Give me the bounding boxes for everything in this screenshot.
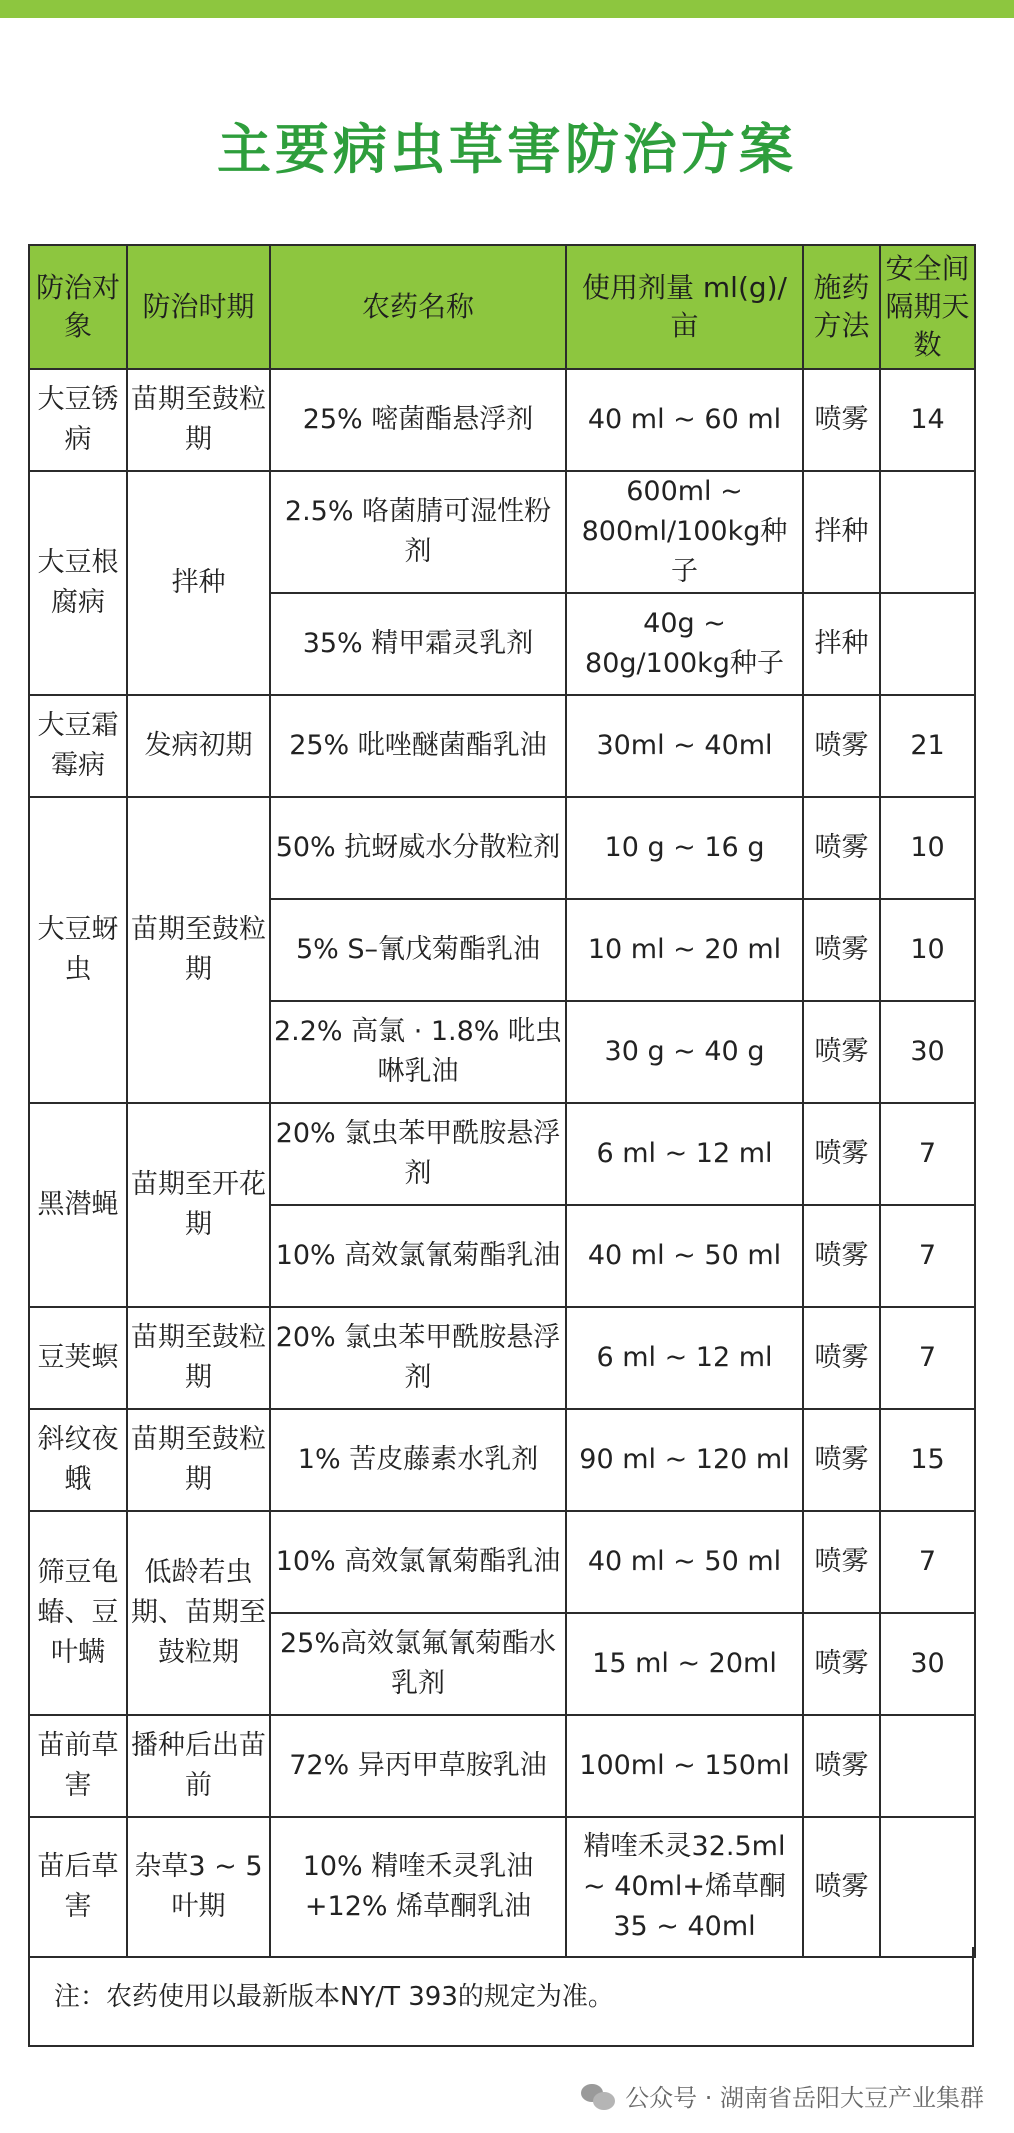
cell-target: 大豆霜霉病: [29, 695, 127, 797]
header-interval: 安全间隔期天数: [880, 245, 975, 369]
cell-method: 喷雾: [803, 1511, 880, 1613]
footer-watermark: [581, 2078, 984, 2113]
cell-period: 苗期至鼓粒期: [127, 369, 270, 471]
cell-interval: 15: [880, 1409, 975, 1511]
cell-method: 喷雾: [803, 1817, 880, 1957]
cell-target: 斜纹夜蛾: [29, 1409, 127, 1511]
cell-method: 喷雾: [803, 1001, 880, 1103]
cell-interval: 30: [880, 1001, 975, 1103]
cell-interval: [880, 471, 975, 593]
cell-period: 苗期至鼓粒期: [127, 1409, 270, 1511]
cell-dose: 15 ml ~ 20ml: [566, 1613, 803, 1715]
table-row: [29, 1307, 975, 1409]
wechat-icon: [581, 2082, 615, 2110]
cell-dose: 40 ml ~ 60 ml: [566, 369, 803, 471]
cell-dose: 30ml ~ 40ml: [566, 695, 803, 797]
cell-dose: 600ml ~ 800ml/100kg种子: [566, 471, 803, 593]
cell-dose: 精喹禾灵32.5ml ~ 40ml+烯草酮35 ~ 40ml: [566, 1817, 803, 1957]
cell-target: 大豆根腐病: [29, 471, 127, 695]
cell-pesticide: 10% 高效氯氰菊酯乳油: [270, 1205, 566, 1307]
footer-text: 公众号 · 湖南省岳阳大豆产业集群: [625, 2084, 984, 2112]
cell-period: 苗期至开花期: [127, 1103, 270, 1307]
cell-dose: 6 ml ~ 12 ml: [566, 1103, 803, 1205]
cell-dose: 40 ml ~ 50 ml: [566, 1511, 803, 1613]
cell-target: 苗前草害: [29, 1715, 127, 1817]
cell-period: 拌种: [127, 471, 270, 695]
cell-interval: [880, 1715, 975, 1817]
cell-pesticide: 25%高效氯氟氰菊酯水乳剂: [270, 1613, 566, 1715]
cell-interval: 10: [880, 797, 975, 899]
cell-target: 黑潜蝇: [29, 1103, 127, 1307]
cell-method: 喷雾: [803, 695, 880, 797]
cell-method: 喷雾: [803, 797, 880, 899]
cell-dose: 100ml ~ 150ml: [566, 1715, 803, 1817]
cell-dose: 30 g ~ 40 g: [566, 1001, 803, 1103]
cell-dose: 40g ~ 80g/100kg种子: [566, 593, 803, 695]
cell-pesticide: 5% S–氰戊菊酯乳油: [270, 899, 566, 1001]
cell-target: 苗后草害: [29, 1817, 127, 1957]
cell-target: 豆荚螟: [29, 1307, 127, 1409]
table-row: [29, 797, 975, 899]
cell-pesticide: 25% 嘧菌酯悬浮剂: [270, 369, 566, 471]
cell-period: 苗期至鼓粒期: [127, 797, 270, 1103]
cell-dose: 10 g ~ 16 g: [566, 797, 803, 899]
cell-method: 拌种: [803, 471, 880, 593]
cell-pesticide: 2.5% 咯菌腈可湿性粉剂: [270, 471, 566, 593]
cell-dose: 10 ml ~ 20 ml: [566, 899, 803, 1001]
cell-interval: 7: [880, 1205, 975, 1307]
cell-pesticide: 50% 抗蚜威水分散粒剂: [270, 797, 566, 899]
cell-target: 大豆蚜虫: [29, 797, 127, 1103]
cell-interval: 10: [880, 899, 975, 1001]
cell-period: 低龄若虫期、苗期至鼓粒期: [127, 1511, 270, 1715]
page-title: 主要病虫草害防治方案: [217, 118, 797, 181]
top-accent-bar: [0, 0, 1014, 18]
cell-pesticide: 10% 精喹禾灵乳油+12% 烯草酮乳油: [270, 1817, 566, 1957]
cell-pesticide: 10% 高效氯氰菊酯乳油: [270, 1511, 566, 1613]
header-dose: 使用剂量 ml(g)/亩: [566, 245, 803, 369]
table-row: [29, 1409, 975, 1511]
table-row: [29, 1715, 975, 1817]
cell-pesticide: 35% 精甲霜灵乳剂: [270, 593, 566, 695]
cell-method: 喷雾: [803, 899, 880, 1001]
cell-pesticide: 20% 氯虫苯甲酰胺悬浮剂: [270, 1307, 566, 1409]
cell-interval: 14: [880, 369, 975, 471]
cell-period: 发病初期: [127, 695, 270, 797]
header-target: 防治对象: [29, 245, 127, 369]
cell-method: 喷雾: [803, 1205, 880, 1307]
cell-pesticide: 2.2% 高氯 · 1.8% 吡虫啉乳油: [270, 1001, 566, 1103]
header-period: 防治时期: [127, 245, 270, 369]
pesticide-table: [28, 244, 976, 1958]
cell-target: 筛豆龟蝽、豆叶螨: [29, 1511, 127, 1715]
cell-method: 喷雾: [803, 1715, 880, 1817]
header-method: 施药方法: [803, 245, 880, 369]
cell-dose: 90 ml ~ 120 ml: [566, 1409, 803, 1511]
cell-method: 喷雾: [803, 1307, 880, 1409]
cell-method: 喷雾: [803, 1409, 880, 1511]
cell-period: 苗期至鼓粒期: [127, 1307, 270, 1409]
cell-pesticide: 72% 异丙甲草胺乳油: [270, 1715, 566, 1817]
cell-dose: 40 ml ~ 50 ml: [566, 1205, 803, 1307]
header-pesticide: 农药名称: [270, 245, 566, 369]
cell-interval: [880, 1817, 975, 1957]
cell-method: 喷雾: [803, 1613, 880, 1715]
cell-method: 拌种: [803, 593, 880, 695]
table-row: [29, 1103, 975, 1205]
cell-method: 喷雾: [803, 1103, 880, 1205]
cell-interval: 7: [880, 1103, 975, 1205]
table-row: [29, 695, 975, 797]
table-row: [29, 369, 975, 471]
cell-interval: 21: [880, 695, 975, 797]
cell-interval: 7: [880, 1307, 975, 1409]
cell-period: 杂草3 ~ 5叶期: [127, 1817, 270, 1957]
cell-target: 大豆锈病: [29, 369, 127, 471]
cell-period: 播种后出苗前: [127, 1715, 270, 1817]
cell-interval: [880, 593, 975, 695]
cell-interval: 30: [880, 1613, 975, 1715]
cell-pesticide: 25% 吡唑醚菌酯乳油: [270, 695, 566, 797]
cell-dose: 6 ml ~ 12 ml: [566, 1307, 803, 1409]
cell-interval: 7: [880, 1511, 975, 1613]
table-row: [29, 471, 975, 593]
table-header-row: [29, 245, 975, 369]
table-note: 注：农药使用以最新版本NY/T 393的规定为准。: [28, 1947, 974, 2047]
cell-method: 喷雾: [803, 369, 880, 471]
table-row: [29, 1511, 975, 1613]
cell-pesticide: 20% 氯虫苯甲酰胺悬浮剂: [270, 1103, 566, 1205]
table-row: [29, 1817, 975, 1957]
cell-pesticide: 1% 苦皮藤素水乳剂: [270, 1409, 566, 1511]
